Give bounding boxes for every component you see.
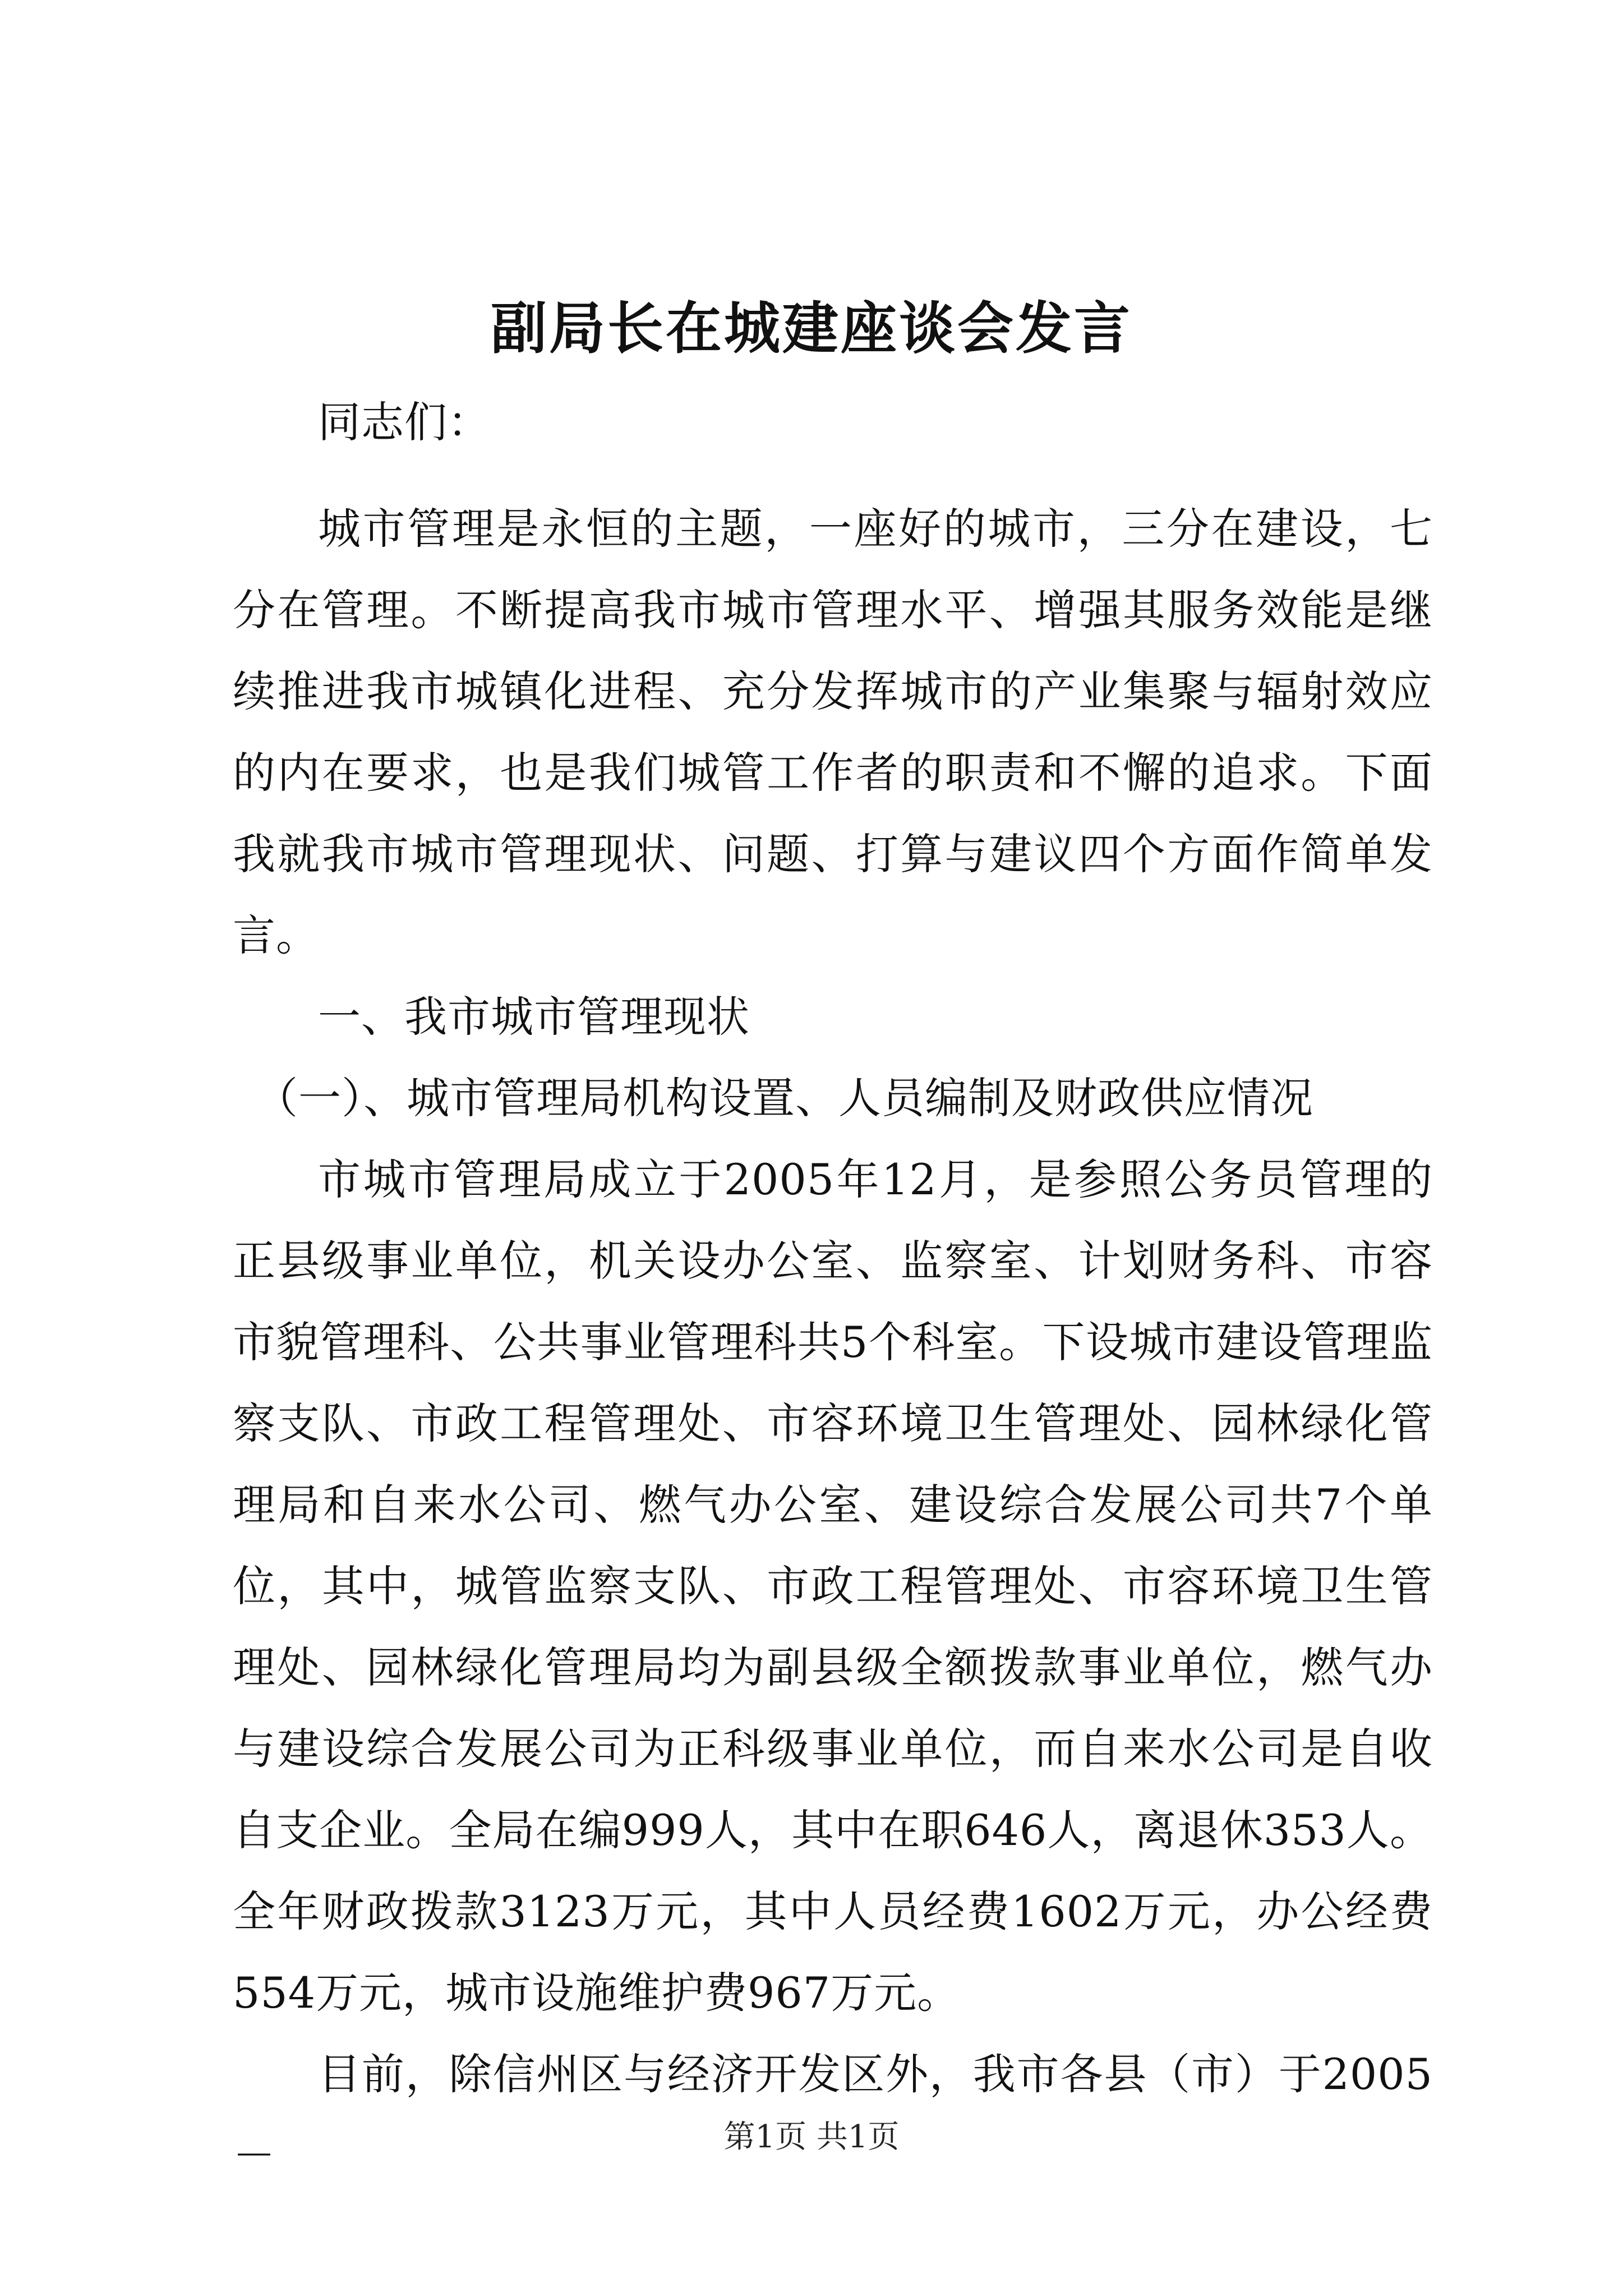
document-title: 副局长在城建座谈会发言 [491,295,1132,361]
document-body [233,381,1433,2196]
paragraph-organization: 市城市管理局成立于2005年12月，是参照公务员管理的正县级事业单位，机关设办公室、监察室、计划财务科、市容市貌管理科、公共事业管理科共5个科室。下设城市建设管理监察支队、市政工程管理处、市容环境卫生管理处、园林绿化管理局和自来水公司、燃气办公室、建设综合发展公司共7个单位，其中，城管监察支队、市政工程管理处、市容环境卫生管理处、园林绿化管理局均为副县级全额拨款事业单位，燃气办与建设综合发展公司为正科级事业单位，而自来水公司是自收自支企业。全局在编999人，其中在职646人，离退休353人。全年财政拨款3123万元，其中人员经费1602万元，办公经费554万元，城市设施维护费967万元。 [233,1154,1433,2018]
page-number: 第1页 共1页 [723,2119,900,2155]
paragraph-intro: 城市管理是永恒的主题，一座好的城市，三分在建设，七分在管理。不断提高我市城市管理水平、增强其服务效能是继续推进我市城镇化进程、充分发挥城市的产业集聚与辐射效应的内在要求，也是我们城管工作者的职责和不懈的追求。下面我就我市城市管理现状、问题、打算与建议四个方面作简单发言。 [233,504,1433,960]
section-heading: 一、我市城市管理现状 [318,992,750,1042]
subsection-heading: （一）、城市管理局机构设置、人员编制及财政供应情况 [255,1073,1313,1123]
salutation: 同志们： [318,397,491,447]
paragraph-current: 目前，除信州区与经济开发区外，我市各县（市）于2005－ [233,2049,1433,2180]
